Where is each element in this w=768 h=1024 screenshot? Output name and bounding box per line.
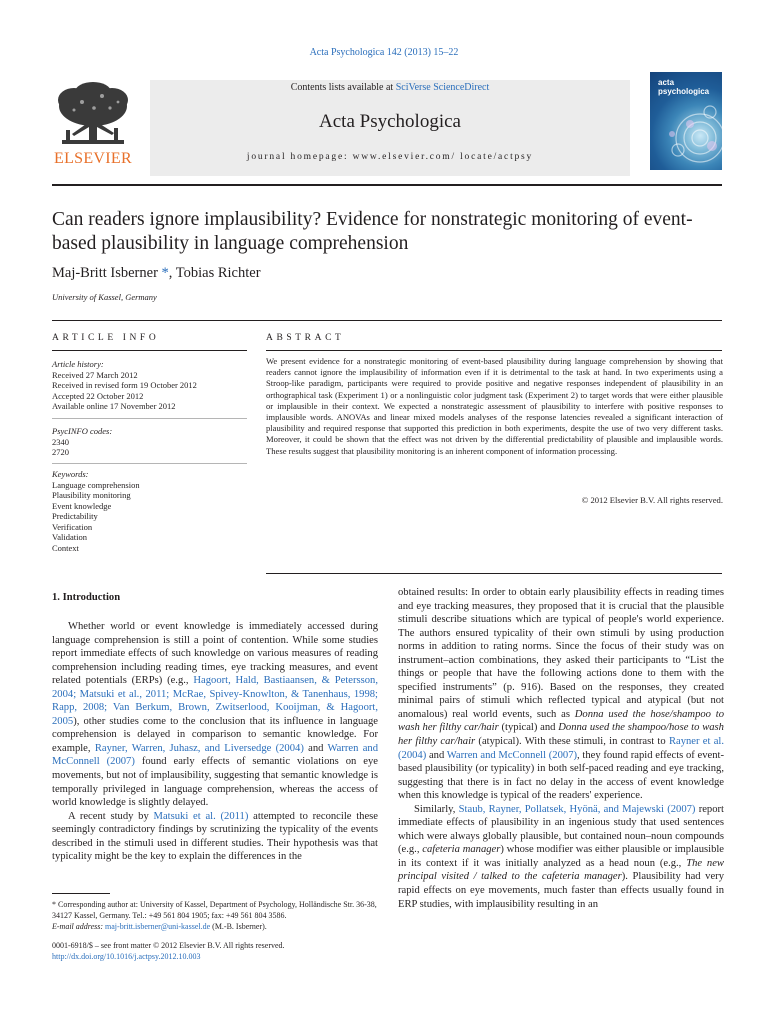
keyword: Verification xyxy=(52,521,93,532)
journal-cover xyxy=(650,72,722,170)
abstract-text: We present evidence for a nonstrategic monitoring of event-based plausibility during language comprehension by showing that readers cannot ignore the implausibility of information even if it is detrimental to the task at hand. In two experiments using a Stroop-like paradigm, participants were required to provide positive and negative responses independent of plausibility in an orthographical task (Experiment 1) or a nonlinguistic color judgment task (Experiment 2) to target words that were either plausible or implausible in their context. We expected a nonstrategic assessment of plausibility to interfere with positive responses to implausible words. ANOVAs and linear mixed models analyses of the response latencies revealed a significant interaction of plausibility and required response that supported this prediction in both experiments, despite the use of two very different tasks. Moreover, it could be shown that the effect was not driven by the differential predictability of plausible and implausible words. These results suggest that plausibility monitoring is an inherent component of information processing. xyxy=(266,356,723,456)
header-rule xyxy=(52,184,722,186)
intro-heading: 1. Introduction xyxy=(52,592,121,603)
psycinfo-codes xyxy=(52,426,252,458)
email-line: E-mail address: maj-britt.isberner@uni-kassel.de (M.-B. Isberner). xyxy=(52,922,267,931)
sciencedirect-link[interactable]: SciVerse ScienceDirect xyxy=(395,82,490,93)
article-info-heading: ARTICLE INFO xyxy=(52,333,160,343)
journal-title: Acta Psychologica xyxy=(319,111,461,132)
cover-title: acta psychologica xyxy=(658,78,710,96)
keyword: Event knowledge xyxy=(52,500,112,511)
abstract-rule xyxy=(266,350,722,351)
abstract-copyright: © 2012 Elsevier B.V. All rights reserved. xyxy=(581,495,723,505)
keyword: Plausibility monitoring xyxy=(52,490,131,500)
section-rule xyxy=(52,320,722,321)
history-item: Received 27 March 2012 xyxy=(52,369,138,380)
keyword: Context xyxy=(52,542,79,553)
article-info-divider xyxy=(52,418,247,419)
journal-citation[interactable]: Acta Psychologica 142 (2013) 15–22 xyxy=(309,47,459,58)
article-info-divider xyxy=(52,463,247,464)
contents-line xyxy=(150,82,630,93)
history-item: Received in revised form 19 October 2012 xyxy=(52,380,197,390)
history-item: Accepted 22 October 2012 xyxy=(52,390,144,401)
citation-link[interactable]: Matsuki et al. (2011) xyxy=(153,810,249,822)
example-sentence: Donna used the shampoo/hose to wash her filthy car/hair xyxy=(398,722,724,748)
abstract-heading: ABSTRACT xyxy=(266,333,345,343)
history-item: Available online 17 November 2012 xyxy=(52,401,176,411)
example-sentence: Donna used the hose/shampoo to wash her filthy car/hair xyxy=(398,708,724,734)
body-paragraph: Whether world or event knowledge is immediately accessed during language comprehension is still a point of contention. While some studies report immediate effects of such knowledge on various measures of reading comprehension including reading times, eye tracking measures, and event related potentials (ERPs) (e.g., Hagoort, Hald, Bastiaansen, & Petersson, 2004; Matsuki et al., 2011; McRae, Spivey-Knowlton, & Tanenhaus, 1998; Rapp, 2008; Van Berkum, Brown, Zwitserlood, Kooijman, & Hagoort, 2005), other studies come to the conclusion that its influence in language comprehension is delayed in comparison to semantic knowledge. For example, Rayner, Warren, Juhasz, and Liversedge (2004) and Warren and McConnell (2007) found early effects of semantic violations on eye movements, but not of implausibility, suggesting that semantic knowledge is temporally privileged in language comprehension, whereas the access of world knowledge is slightly delayed. xyxy=(52,621,379,809)
citation-link[interactable]: Warren and McConnell (2007) xyxy=(52,742,378,768)
keyword: Language comprehension xyxy=(52,479,140,490)
body-paragraph: Similarly, Staub, Rayner, Pollatsek, Hyönä, and Majewski (2007) report immediate effects of plausibility in an ingenious study that used sentences which were always globally plausible, but contained noun–noun compounds (e.g., cafeteria manager) whose modifier was either plausible or implausible in its context if it was initially analyzed as a head noun (e.g., The new principal visited / talked to the cafeteria manager). Plausibility had very rapid effects on eye movements, much faster than effects usually found in ERP studies, with implausibility resulting in an xyxy=(398,803,725,910)
keyword: Predictability xyxy=(52,511,98,521)
elsevier-logo-text: ELSEVIER xyxy=(54,150,132,167)
email-label: E-mail address: xyxy=(52,922,106,931)
psycinfo-code: 2340 xyxy=(52,436,69,447)
keyword: Validation xyxy=(52,532,87,542)
abstract-bottom-rule xyxy=(266,573,722,574)
psycinfo-code: 2720 xyxy=(52,447,69,457)
issn-line: 0001-6918/$ – see front matter © 2012 Elsevier B.V. All rights reserved. xyxy=(52,941,285,950)
corresponding-author-footnote xyxy=(52,899,378,932)
example-sentence: The new principal visited / talked to the cafeteria manager xyxy=(398,857,724,883)
example-term: cafeteria manager xyxy=(422,844,501,856)
history-label: Article history: xyxy=(52,359,104,369)
author-name: , Tobias Richter xyxy=(168,265,261,281)
footnote-rule xyxy=(52,893,110,894)
journal-homepage[interactable]: journal homepage: www.elsevier.com/ locate/actpsy xyxy=(246,152,534,162)
contents-prefix: Contents lists available at xyxy=(290,82,396,93)
citation-link[interactable]: Rayner, Warren, Juhasz, and Liversedge (2004) xyxy=(94,742,304,754)
body-column-left xyxy=(52,620,378,864)
article-history xyxy=(52,359,252,412)
article-title: Can readers ignore implausibility? Evidence for nonstrategic monitoring of event-based plausibility in language comprehension xyxy=(52,209,693,254)
article-info-rule xyxy=(52,350,247,351)
keywords xyxy=(52,469,252,553)
corresponding-author-mark[interactable]: * xyxy=(157,265,169,281)
body-column-right xyxy=(398,586,724,911)
citation-link[interactable]: Rayner et al. (2004) xyxy=(398,736,724,761)
psycinfo-label: PsycINFO codes: xyxy=(52,426,113,436)
author-list xyxy=(52,265,261,282)
citation-link[interactable]: Staub, Rayner, Pollatsek, Hyönä, and Majewski (2007) xyxy=(458,803,696,815)
author-name: Maj-Britt Isberner xyxy=(52,265,158,281)
keywords-label: Keywords: xyxy=(52,469,89,479)
footnote-text: * Corresponding author at: University of Kassel, Department of Psychology, Holländische Str. 36-38, 34127 Kassel, Germany. Tel.: +49 561 804 1905; fax: +49 561 804 3586. xyxy=(52,900,377,920)
doi-link[interactable]: http://dx.doi.org/10.1016/j.actpsy.2012.10.003 xyxy=(52,952,201,961)
citation-link[interactable]: Hagoort, Hald, Bastiaansen, & Petersson, 2004; Matsuki et al., 2011; McRae, Spivey-Knowlton, & Tanenhaus, 1998; Rapp, 2008; Van Berkum, Brown, Zwitserlood, Kooijman, & Hagoort, 2005 xyxy=(52,675,378,727)
body-paragraph: A recent study by Matsuki et al. (2011) attempted to reconcile these seemingly contradictory findings by scrutinizing the typicality of the events described in the stimuli used in different studies. Their hypothesis was that typicality might be the key to explain the differences in the xyxy=(52,810,379,863)
body-paragraph: obtained results: In order to obtain early plausibility effects in reading times and eye tracking measures, they proposed that it is crucial that the plausible stimuli describe situations which are typical of people's world experience. The authors ensured typicality of their own stimuli by using production norms in addition to rating norms. Since the focus of their study was on instrument–action combinations, they asked their participants to “List the things or people that have the following actions done to them with the specified instruments” (p. 916). Based on the responses, they created minimal pairs of stimuli which reflected typical and atypical (but not anomalous) real world events, such as Donna used the hose/shampoo to wash her filthy car/hair (typical) and Donna used the shampoo/hose to wash her filthy car/hair (atypical). With these stimuli, in contrast to Rayner et al. (2004) and Warren and McConnell (2007), they found rapid effects of event-based plausibility (or typicality) in both self-paced reading and eye tracking, suggesting that there is in fact no delay in the access of event knowledge when this knowledge is typical of the readers' experience. xyxy=(398,587,724,802)
email-link[interactable]: maj-britt.isberner@uni-kassel.de xyxy=(105,922,211,931)
citation-link[interactable]: Warren and McConnell (2007) xyxy=(446,749,578,761)
front-matter xyxy=(52,940,378,962)
author-affiliation: University of Kassel, Germany xyxy=(52,292,157,302)
